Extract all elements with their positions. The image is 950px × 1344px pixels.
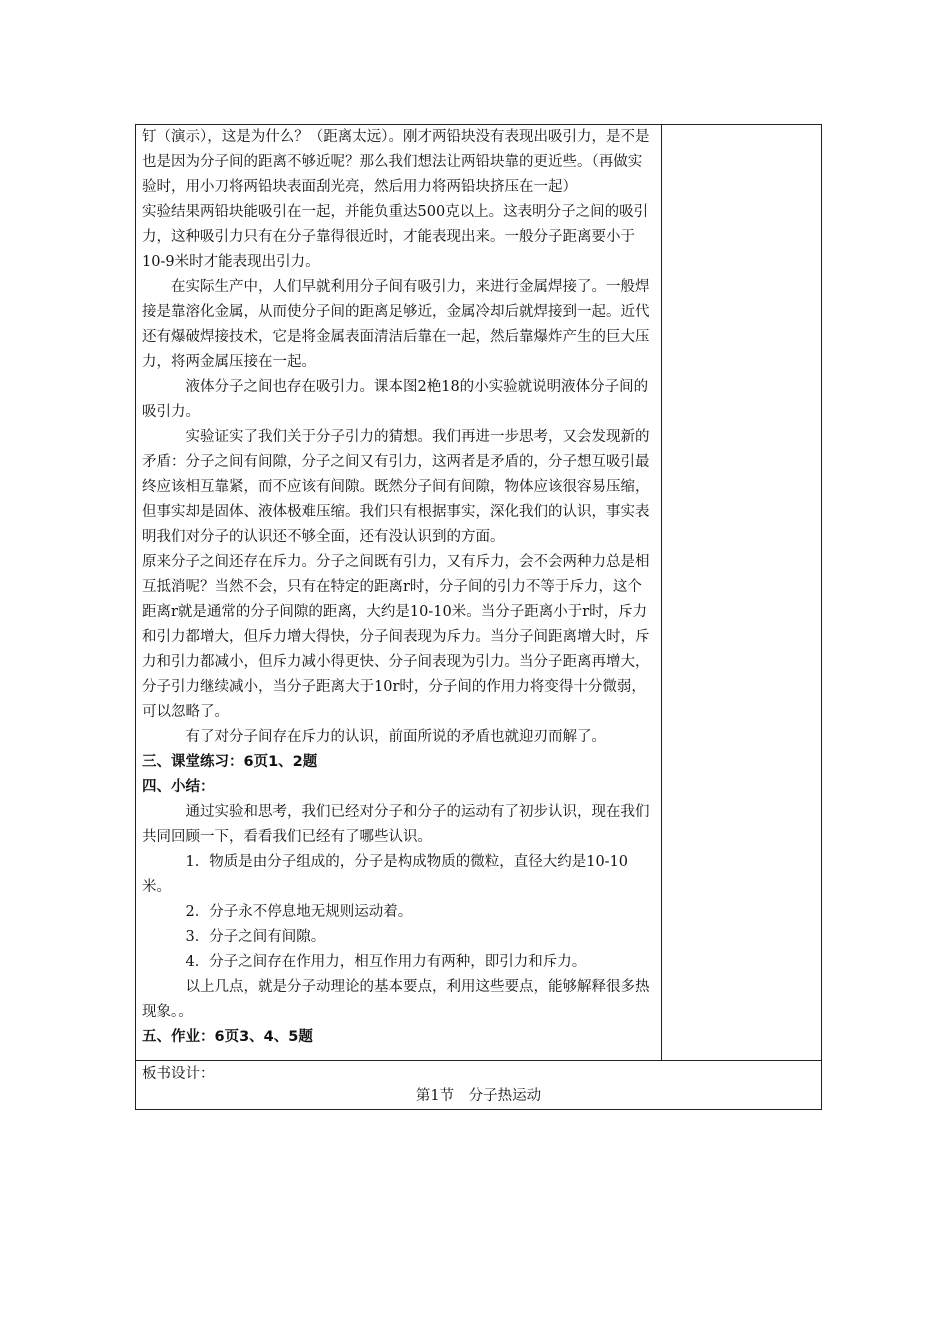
board-design-label: 板书设计： [142, 1066, 215, 1082]
notes-column-cell [662, 125, 822, 1061]
summary-item-4: 4．分子之间存在作用力，相互作用力有两种，即引力和斥力。 [185, 954, 587, 970]
paragraph-welding: 在实际生产中，人们早就利用分子间有吸引力，来进行金属焊接了。一般焊接是靠溶化金属，从而使分子间的距离足够近，金属冷却后就焊接到一起。近代还有爆破焊接技术，它是将金属表面清洁后靠在一起，然后靠爆炸产生的巨大压力，将两金属压接在一起。 [142, 279, 650, 370]
summary-intro: 通过实验和思考，我们已经对分子和分子的运动有了初步认识，现在我们共同回顾一下，看看我们已经有了哪些认识。 [142, 804, 650, 845]
paragraph-resolution: 有了对分子间存在斥力的认识，前面所说的矛盾也就迎刃而解了。 [185, 729, 606, 745]
lesson-content-cell [136, 125, 662, 1061]
summary-item-3: 3．分子之间有间隙。 [185, 929, 326, 945]
lesson-content [136, 125, 661, 1060]
summary-item-1: 1．物质是由分子组成的，分子是构成物质的微粒，直径大约是10-10米。 [142, 854, 629, 895]
paragraph-experiment-result: 实验结果两铅块能吸引在一起，并能负重达500克以上。这表明分子之间的吸引力，这种吸引力只有在分子靠得很近时，才能表现出来。一般分子距离要小于10-9米时才能表现出引力。 [142, 204, 649, 270]
lesson-plan-table [135, 124, 822, 1110]
section-homework: 五、作业：6页3、4、5题 [142, 1029, 313, 1045]
paragraph-liquid-attraction: 液体分子之间也存在吸引力。课本图2栬18的小实验就说明液体分子间的吸引力。 [142, 379, 649, 420]
summary-item-2: 2．分子永不停息地无规则运动着。 [185, 904, 413, 920]
section-classroom-practice: 三、课堂练习：6页1、2题 [142, 754, 318, 770]
board-design-cell [136, 1061, 822, 1110]
paragraph-repulsion: 原来分子之间还存在斥力。分子之间既有引力，又有斥力，会不会两种力总是相互抵消呢？当然不会，只有在特定的距离r时，分子间的引力不等于斥力，这个距离r就是通常的分子间隙的距离，大约是10-10米。当分子距离小于r时，斥力和引力都增大，但斥力增大得快，分子间表现为斥力。当分子间距离增大时，斥力和引力都减小，但斥力减小得更快、分子间表现为引力。当分子距离再增大，分子引力继续减小，当分子距离大于10r时，分子间的作用力将变得十分微弱，可以忽略了。 [142, 554, 650, 720]
section-summary-heading: 四、小结： [142, 779, 215, 795]
paragraph-lead-block-demo: 钉（演示），这是为什么？（距离太远）。刚才两铅块没有表现出吸引力，是不是也是因为分子间的距离不够近呢？那么我们想法让两铅块靠的更近些。（再做实验时，用小刀将两铅块表面刮光亮，然后用力将两铅块挤压在一起） [142, 129, 650, 195]
paragraph-contradiction: 实验证实了我们关于分子引力的猜想。我们再进一步思考，又会发现新的矛盾：分子之间有间隙，分子之间又有引力，这两者是矛盾的，分子想互吸引最终应该相互靠紧，而不应该有间隙。既然分子间有间隙，物体应该很容易压缩，但事实却是固体、液体极难压缩。我们只有根据事实，深化我们的认识，事实表明我们对分子的认识还不够全面，还有没认识到的方面。 [142, 429, 650, 545]
board-design-title: 第1节 分子热运动 [415, 1088, 542, 1104]
summary-conclusion: 以上几点，就是分子动理论的基本要点，利用这些要点，能够解释很多热现象。。 [142, 979, 650, 1020]
